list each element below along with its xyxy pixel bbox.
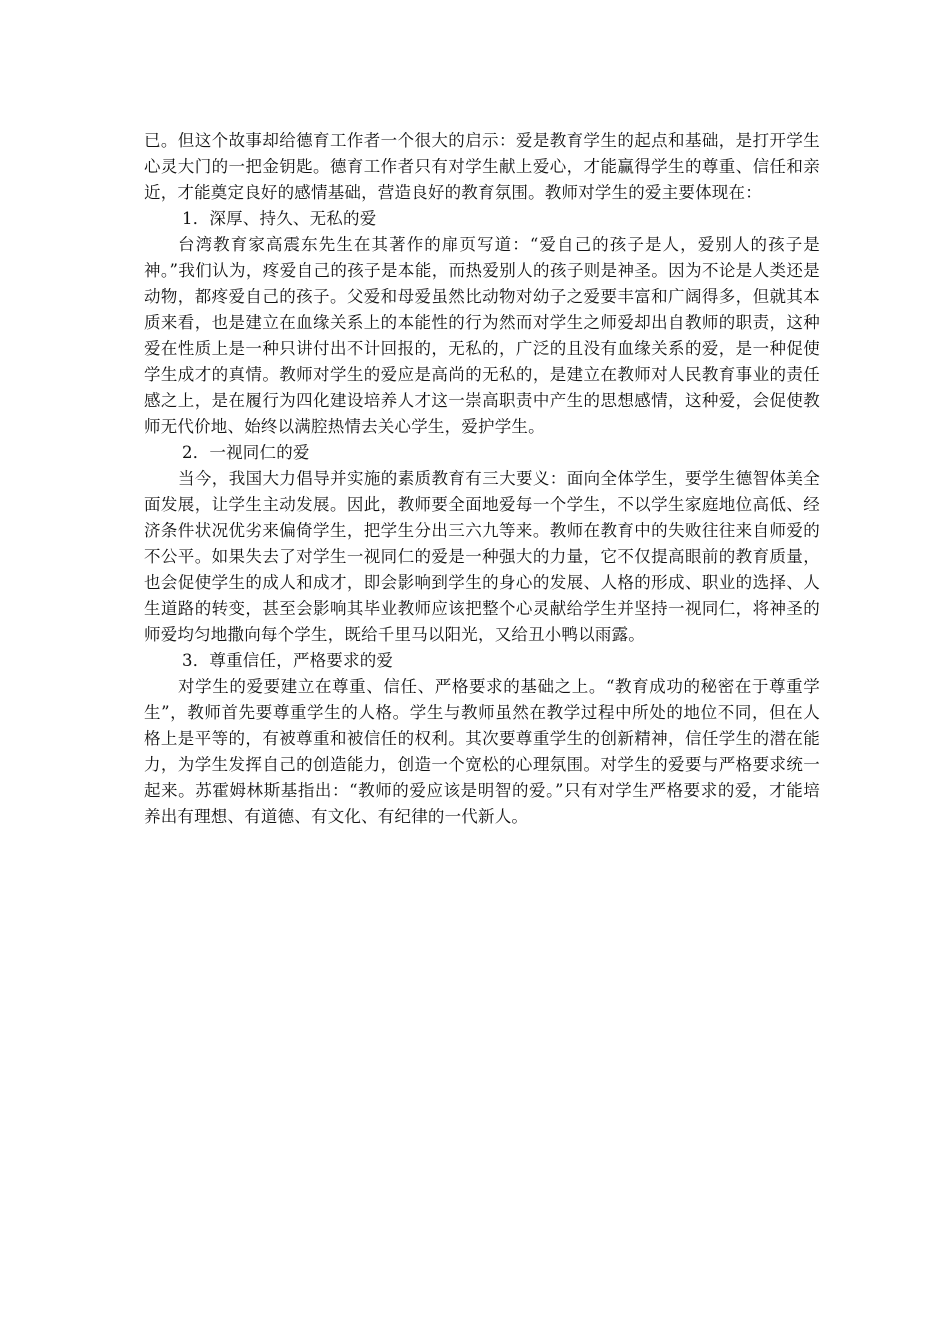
paragraph-section-1: 台湾教育家高震东先生在其著作的扉页写道：“爱自己的孩子是人，爱别人的孩子是神。”我们认为，疼爱自己的孩子是本能，而热爱别人的孩子则是神圣。因为不论是人类还是动物，都疼爱自己的孩子。父爱和母爱虽然比动物对幼子之爱要丰富和广阔得多，但就其本质来看，也是建立在血缘关系上的本能性的行为然而对学生之师爱却出自教师的职责，这种爱在性质上是一种只讲付出不计回报的，无私的，广泛的且没有血缘关系的爱，是一种促使学生成才的真情。教师对学生的爱应是高尚的无私的，是建立在教师对人民教育事业的责任感之上，是在履行为四化建设培养人才这一崇高职责中产生的思想感情，这种爱，会促使教师无代价地、始终以满腔热情去关心学生，爱护学生。 — [144, 235, 820, 436]
section-heading-2: 2．一视同仁的爱 — [182, 443, 310, 462]
paragraph-section-2: 当今，我国大力倡导并实施的素质教育有三大要义：面向全体学生，要学生德智体美全面发展，让学生主动发展。因此，教师要全面地爱每一个学生，不以学生家庭地位高低、经济条件状况优劣来偏倚学生，把学生分出三六九等来。教师在教育中的失败往往来自师爱的不公平。如果失去了对学生一视同仁的爱是一种强大的力量，它不仅提高眼前的教育质量，也会促使学生的成人和成才，即会影响到学生的身心的发展、人格的形成、职业的选择、人生道路的转变，甚至会影响其毕业教师应该把整个心灵献给学生并坚持一视同仁，将神圣的师爱均匀地撒向每个学生，既给千里马以阳光，又给丑小鸭以雨露。 — [144, 469, 820, 644]
paragraph-intro: 已。但这个故事却给德育工作者一个很大的启示：爱是教育学生的起点和基础，是打开学生心灵大门的一把金钥匙。德育工作者只有对学生献上爱心，才能赢得学生的尊重、信任和亲近，才能奠定良好的感情基础，营造良好的教育氛围。教师对学生的爱主要体现在： — [144, 131, 820, 202]
section-heading-3: 3．尊重信任，严格要求的爱 — [182, 651, 394, 670]
section-heading-1: 1．深厚、持久、无私的爱 — [182, 209, 377, 228]
document-body — [144, 128, 820, 830]
paragraph-section-3: 对学生的爱要建立在尊重、信任、严格要求的基础之上。“教育成功的秘密在于尊重学生”，教师首先要尊重学生的人格。学生与教师虽然在教学过程中所处的地位不同，但在人格上是平等的，有被尊重和被信任的权利。其次要尊重学生的创新精神，信任学生的潜在能力，为学生发挥自己的创造能力，创造一个宽松的心理氛围。对学生的爱要与严格要求统一起来。苏霍姆林斯基指出：“教师的爱应该是明智的爱。”只有对学生严格要求的爱，才能培养出有理想、有道德、有文化、有纪律的一代新人。 — [144, 677, 820, 826]
